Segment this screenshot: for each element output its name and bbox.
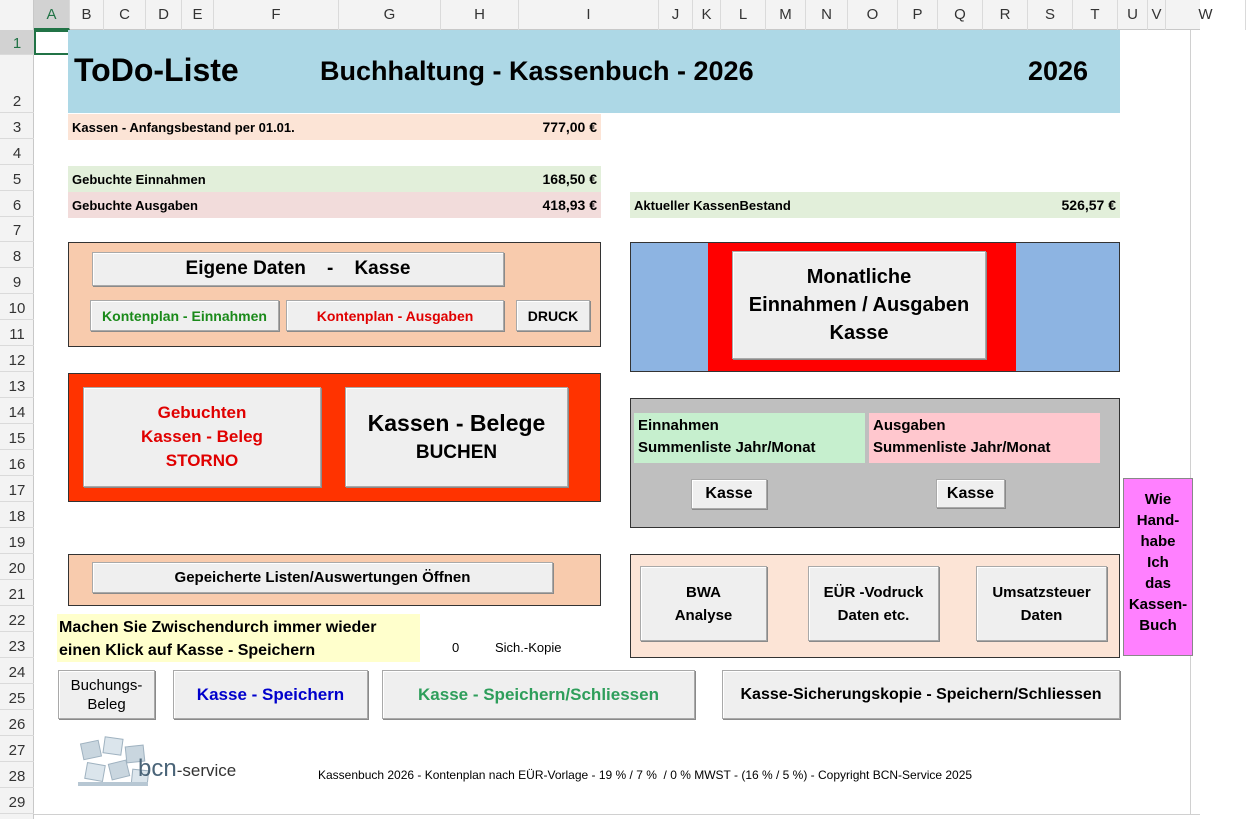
voucher-line-1: Buchungs- [70,676,143,694]
row-header-3[interactable]: 3 [0,113,34,139]
row-header-15[interactable]: 15 [0,424,34,450]
income-summary-label [634,413,865,463]
row-header-22[interactable]: 22 [0,606,34,632]
save-reminder [57,614,420,662]
column-header-i[interactable]: I [519,0,659,30]
monthly-line-1: Monatliche [806,266,912,288]
row-header-1[interactable]: 1 [0,30,34,55]
row-header-6[interactable]: 6 [0,191,34,217]
opening-balance-row [68,114,601,140]
income-row [68,166,601,192]
storno-line-2: Kassen - Beleg [141,427,263,446]
column-header-k[interactable]: K [693,0,721,30]
row-header-2[interactable]: 2 [0,55,34,113]
row-header-12[interactable]: 12 [0,346,34,372]
monthly-button[interactable] [732,251,986,359]
row-header-11[interactable]: 11 [0,320,34,346]
row-header-5[interactable]: 5 [0,165,34,191]
column-header-bar [0,0,1213,30]
backup-counter: 0 [452,640,460,655]
save-close-button[interactable]: Kasse - Speichern/Schliessen [382,670,695,719]
current-balance-label: Aktueller KassenBestand [634,197,791,213]
todo-title: ToDo-Liste [74,52,239,88]
row-header-21[interactable]: 21 [0,580,34,606]
column-header-q[interactable]: Q [938,0,983,30]
column-header-u[interactable]: U [1118,0,1148,30]
income-label: Gebuchte Einnahmen [72,171,206,187]
reminder-line-1: Machen Sie Zwischendurch immer wieder [59,619,377,636]
column-header-s[interactable]: S [1028,0,1073,30]
reminder-line-2: einen Klick auf Kasse - Speichern [59,642,316,659]
opening-balance-label: Kassen - Anfangsbestand per 01.01. [72,119,295,135]
current-balance-row [630,192,1120,218]
opening-balance-value: 777,00 € [542,119,597,135]
expense-row [68,192,601,218]
vat-button[interactable] [976,566,1107,641]
own-data-button[interactable]: Eigene Daten - Kasse [92,252,504,286]
column-header-g[interactable]: G [339,0,441,30]
column-header-p[interactable]: P [898,0,938,30]
income-value: 168,50 € [542,171,597,187]
eur-line-1: EÜR -Vodruck [823,583,924,601]
column-header-e[interactable]: E [182,0,214,30]
bwa-line-2: Analyse [674,606,733,624]
help-line-5: das [1145,575,1171,592]
income-summary-button[interactable]: Kasse [691,479,767,509]
select-all-corner[interactable] [0,0,34,30]
row-header-27[interactable]: 27 [0,736,34,762]
row-header-9[interactable]: 9 [0,268,34,294]
income-summary-line-2: Summenliste Jahr/Monat [638,439,816,456]
bwa-button[interactable] [640,566,767,641]
column-header-n[interactable]: N [806,0,848,30]
column-header-a[interactable]: A [34,0,70,30]
copyright-text: Kassenbuch 2026 - Kontenplan nach EÜR-Vorlage - 19 % / 7 % / 0 % MWST - (16 % / 5 %) - Copyright BCN-Service 2025 [318,768,973,782]
book-line-2: BUCHEN [415,442,498,463]
column-header-o[interactable]: O [848,0,898,30]
row-header-20[interactable]: 20 [0,554,34,580]
column-header-l[interactable]: L [721,0,766,30]
expense-summary-label [869,413,1100,463]
expense-value: 418,93 € [542,197,597,213]
save-button[interactable]: Kasse - Speichern [173,670,368,719]
column-header-f[interactable]: F [214,0,339,30]
cashbook-title: Buchhaltung - Kassenbuch - 2026 [320,56,754,86]
help-line-7: Buch [1139,617,1177,634]
sheet-right-edge [1190,30,1200,815]
eur-line-2: Daten etc. [837,606,910,624]
year-label: 2026 [1028,56,1089,86]
expense-label: Gebuchte Ausgaben [72,197,198,213]
row-header-29[interactable]: 29 [0,788,34,814]
bcn-logo-text [138,755,236,783]
help-line-4: Ich [1147,554,1169,571]
expense-summary-line-1: Ausgaben [873,417,946,434]
voucher-button[interactable] [58,670,155,719]
help-button[interactable] [1123,478,1193,656]
active-cell-a1[interactable] [34,30,70,55]
income-summary-line-1: Einnahmen [638,417,719,434]
row-header-23[interactable]: 23 [0,632,34,658]
expense-summary-button[interactable]: Kasse [936,479,1005,508]
column-header-m[interactable]: M [766,0,806,30]
storno-line-1: Gebuchten [157,403,247,422]
book-line-1: Kassen - Belege [367,410,546,436]
help-line-3: habe [1140,533,1176,550]
income-chart-button[interactable]: Kontenplan - Einnahmen [90,300,279,331]
help-line-1: Wie [1144,491,1172,508]
row-header-18[interactable]: 18 [0,502,34,528]
help-line-2: Hand- [1136,512,1180,529]
row-header-28[interactable]: 28 [0,762,34,788]
backup-save-close-button[interactable]: Kasse-Sicherungskopie - Speichern/Schliessen [722,670,1120,719]
voucher-line-2: Beleg [87,695,126,713]
column-header-t[interactable]: T [1073,0,1118,30]
column-header-b[interactable]: B [70,0,104,30]
bcn-logo-suffix: -service [176,761,237,780]
monthly-line-2: Einnahmen / Ausgaben [748,294,970,316]
column-header-r[interactable]: R [983,0,1028,30]
sheet-bottom-edge [34,814,1200,815]
row-header-10[interactable]: 10 [0,294,34,320]
storno-button[interactable] [83,387,321,487]
vat-line-1: Umsatzsteuer [992,583,1091,601]
row-header-8[interactable]: 8 [0,242,34,268]
storno-line-3: STORNO [165,451,239,470]
row-header-14[interactable]: 14 [0,398,34,424]
row-header-19[interactable]: 19 [0,528,34,554]
vat-line-2: Daten [1020,606,1063,624]
column-header-c[interactable]: C [104,0,146,30]
column-header-v[interactable]: V [1148,0,1166,30]
row-header-4[interactable]: 4 [0,139,34,165]
bwa-line-1: BWA [686,583,721,601]
print-button[interactable]: DRUCK [516,300,590,331]
monthly-line-3: Kasse [829,322,889,344]
row-header-16[interactable]: 16 [0,450,34,476]
bcn-logo-main: bcn [138,755,177,782]
row-header-26[interactable]: 26 [0,710,34,736]
expense-summary-line-2: Summenliste Jahr/Monat [873,439,1051,456]
backup-counter-label: Sich.-Kopie [495,640,562,655]
column-header-h[interactable]: H [441,0,519,30]
row-header-7[interactable]: 7 [0,217,34,242]
expense-chart-button[interactable]: Kontenplan - Ausgaben [286,300,504,331]
column-header-w[interactable]: W [1166,0,1246,30]
row-header-17[interactable]: 17 [0,476,34,502]
row-header-13[interactable]: 13 [0,372,34,398]
row-header-24[interactable]: 24 [0,658,34,684]
open-saved-lists-button[interactable]: Gepeicherte Listen/Auswertungen Öffnen [92,562,553,593]
row-header-bar [0,30,34,819]
row-header-25[interactable]: 25 [0,684,34,710]
book-voucher-button[interactable] [345,387,568,487]
column-header-j[interactable]: J [659,0,693,30]
current-balance-value: 526,57 € [1061,197,1116,213]
eur-button[interactable] [808,566,939,641]
column-header-d[interactable]: D [146,0,182,30]
help-line-6: Kassen- [1128,596,1188,613]
